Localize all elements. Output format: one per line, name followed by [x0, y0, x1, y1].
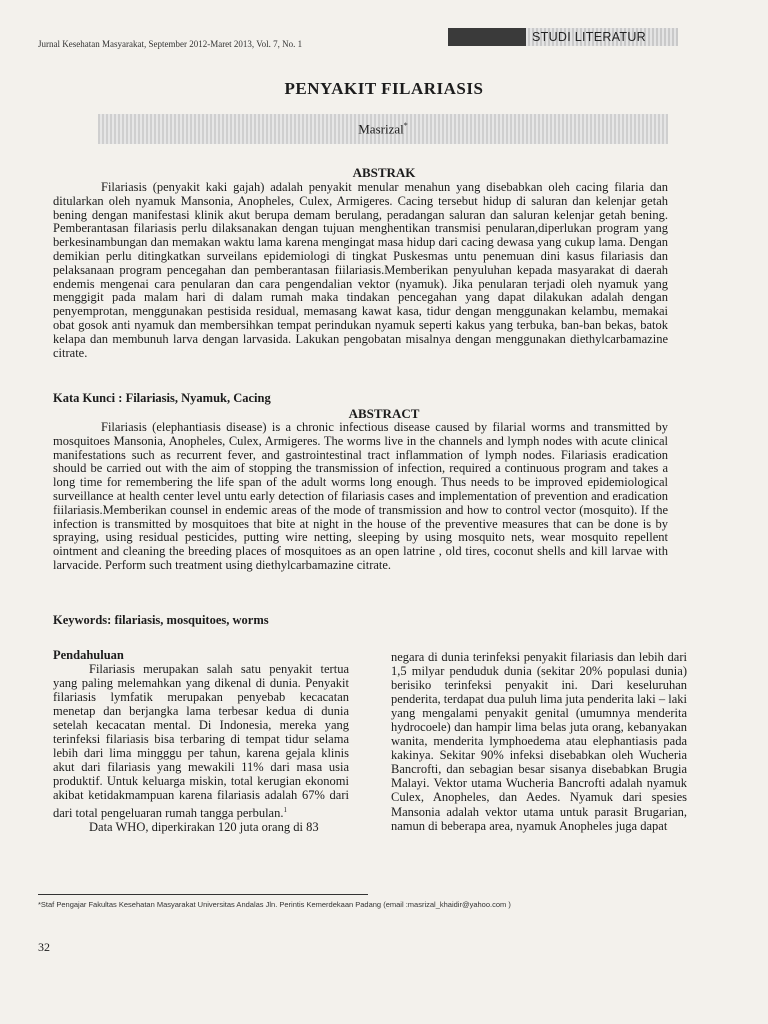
page-number: 32 [38, 940, 50, 954]
abstrak-body: Filariasis (penyakit kaki gajah) adalah penyakit menular menahun yang disebabkan oleh cacing filaria dan ditularkan oleh nyamuk Mansonia, Anopheles, Culex, Armigeres. Cacing tersebut hidup di saluran dan kelenjar getah bening dengan manifestasi klinik akut berupa demam berulang, peradangan saluran dan saluran kelenjar getah bening. Pemberantasan filariasis perlu dilaksanakan dengan tujuan menghentikan transmisi penularan,diperlukan program yang berkesinambungan dan memakan waktu lama karena mengingat masa hidup dari cacing dewasa yang cukup lama. Dengan demikian perlu ditingkatkan surveilans epidemiologi di tingkat Puskesmas untu penemuan dini kasus filariasis dan pelaksanaan program pencegahan dan pemberantasan fiilariasis.Memberikan penyuluhan kepada masyarakat di daerah endemis mengenai cara penularan dan cara pengendalian vektor (nyamuk). Jika penularan terjadi oleh nyamuk yang menggigit pada malam hari di dalam rumah maka tindakan pencegahan yang dapat dilakukan adalah dengan penyemprotan, menggunakan pestisida residual, memasang kawat kasa, tidur dengan menggunakan kelambu, memakai obat gosok anti nyamuk dan membersihkan tempat perindukan nyamuk seperti kakus yang terbuka, ban-ban bekas, batok kelapa dan membunuh larva dengan larvasida. Lakukan pengobatan misalnya dengan menggunakan diethylcarbamazine citrate. [53, 180, 668, 360]
abstract-body: Filariasis (elephantiasis disease) is a chronic infectious disease caused by filarial worms and transmitted by mosquitoes Mansonia, Anopheles, Culex, Armigeres. The worms live in the channels and lymph nodes with acute clinical manifestations such as recurrent fever, and gastrointestinal tract inflammation of lymph nodes. Filariasis eradication should be carried out with the aim of stopping the transmission of infection, required a continuous program and takes a long time for remembering the life span of the adult worms long enough. Thus needs to be improved epidemiological surveillance at health center level untu early detection of filariasis cases and implementation of prevention and eradication fiilariasis.Memberikan counsel in endemic areas of the mode of transmission and how to control vector (mosquito). If the infection is transmitted by mosquitoes that bite at night in the house of the preventive measures that can be done is by spraying, using residual pesticides, putting wire netting, sleeping by using mosquito nets, wear mosquito repellent ointment and cleaning the breeding places of mosquitoes as an open latrine , old tires, coconut shells and kill larvae with larvacide. Perform such treatment using diethylcarbamazine citrate. [53, 420, 668, 572]
author-name [358, 121, 407, 137]
intro-right-paragraph: negara di dunia terinfeksi penyakit filariasis dan lebih dari 1,5 milyar penduduk dunia (sekitar 20% populasi dunia) berisiko terinfeksi penyakit ini. Dari keseluruhan penderita, terdapat dua puluh lima juta penderita laki – laki yang mengalami penyakit genital (umumnya menderita hydrocoele) dan hampir lima belas juta orang, kebanyakan wanita, menderita lymphoedema atau elephantiasis pada kakinya. Sekitar 90% infeksi disebabkan oleh Wucheria Bancrofti, dan sebagian besar sisanya disebabkan Brugia Malayi. Vektor utama Wucheria Bancrofti adalah nyamuk Culex, Anopheles, dan Aedes. Nyamuk dari spesies Mansonia adalah vektor utama untuk parasit Brugarian, namun di beberapa area, nyamuk Anopheles juga dapat [391, 650, 687, 833]
author-name-text: Masrizal [358, 121, 404, 137]
abstract-keywords: Keywords: filariasis, mosquitoes, worms [53, 613, 269, 627]
section-banner [448, 28, 678, 46]
intro-paragraph-2: Data WHO, diperkirakan 120 juta orang di 83 [89, 819, 319, 834]
article-title: PENYAKIT FILARIASIS [284, 79, 484, 98]
footnote: *Staf Pengajar Fakultas Kesehatan Masyarakat Universitas Andalas Jln. Perintis Kemerdekaan Padang (email :masrizal_khaidir@yahoo.com ) [38, 900, 511, 909]
intro-paragraph-1-text: Filariasis merupakan salah satu penyakit tertua yang paling melemahkan yang dikenal di dunia. Penyakit filariasis lymfatik merupakan penyebab kecacatan menetap dan berjangka lama terbesar kedua di dunia setelah kecacatan mental. Di Indonesia, mereka yang terinfeksi filariasis bisa terbaring di tempat tidur selama lebih dari lima mingggu per tahun, karena gejala klinis akut dari filariasis yang mewakili 11% dari masa usia produktif. Untuk keluarga miskin, total kerugian ekonomi akibat ketidakmampuan karena filariasis adalah 67% dari dari total pengeluaran rumah tangga perbulan. [53, 662, 349, 820]
author-footnote-mark: * [403, 120, 408, 130]
reference-mark: 1 [283, 805, 287, 814]
abstract-heading: ABSTRACT [348, 406, 420, 421]
left-column [53, 648, 349, 834]
right-column [391, 650, 687, 833]
author-band [98, 114, 668, 144]
intro-paragraph-1 [53, 662, 349, 820]
footnote-rule [38, 894, 368, 895]
abstrak-heading: ABSTRAK [352, 165, 416, 180]
journal-citation: Jurnal Kesehatan Masyarakat, September 2012-Maret 2013, Vol. 7, No. 1 [38, 39, 303, 49]
section-label: STUDI LITERATUR [532, 30, 646, 44]
intro-heading: Pendahuluan [53, 648, 124, 662]
abstrak-keywords: Kata Kunci : Filariasis, Nyamuk, Cacing [53, 391, 271, 405]
banner-dark-block [448, 28, 526, 46]
